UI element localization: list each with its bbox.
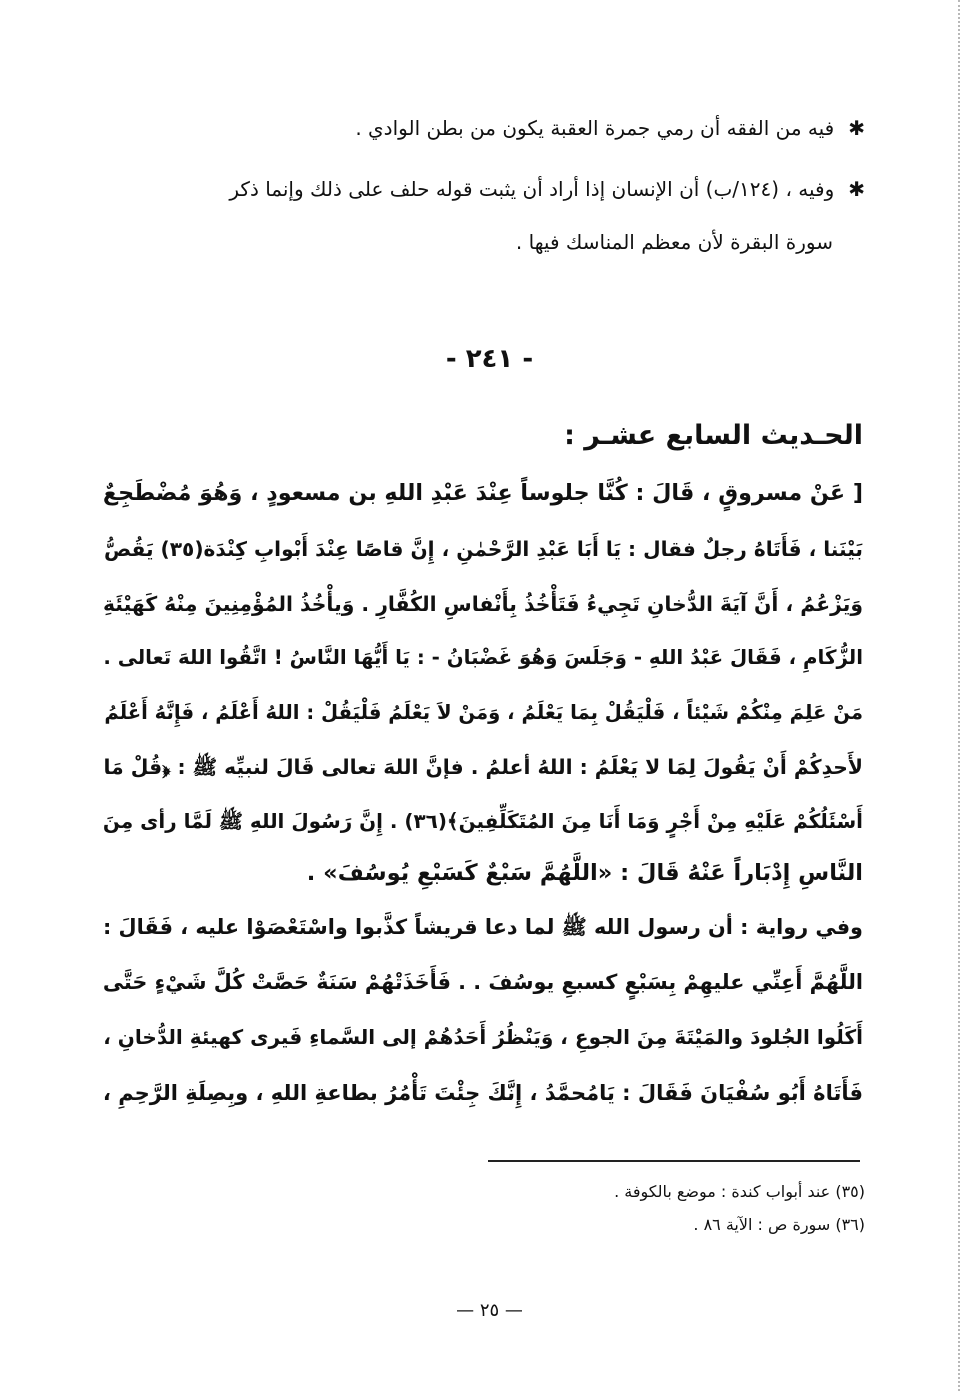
- asterisk-icon: ✱: [848, 177, 865, 201]
- page-number: — ٢٥ —: [456, 1300, 523, 1321]
- paragraph-line: النَّاسِ إِدْبَاراً عَنْهُ قَالَ : «اللَّهُمَّ سَبْعٌ كَسَبْعِ يُوسُفَ» .: [306, 860, 863, 886]
- bullet-text-continuation: سورة البقرة لأن معظم المناسك فيها .: [515, 230, 833, 254]
- bullet-text: وفيه ، (١٢٤/ب) أن الإنسان إذا أراد أن يثبت قوله حلف على ذلك وإنما ذكر: [229, 177, 835, 201]
- bullet-point-1: [355, 116, 865, 140]
- asterisk-icon: ✱: [848, 116, 865, 140]
- paragraph-line: أَكَلُوا الجُلودَ والمَيْتَةَ مِنَ الجوعِ ، وَيَنْظُرُ أَحَدُهُمْ إلى السَّماءِ فَيرى كهيئةِ الدُّخانِ ،: [103, 1025, 863, 1049]
- paragraph-line: أَسْئَلُكُمْ عَلَيْهِ مِنْ أَجْرٍ وَمَا أَنَا مِنَ المُتَكَلِّفِينَ﴾(٣٦) . إِنَّ رَسُولَ اللهِ ﷺ لَمَّا رأى مِنَ: [102, 810, 863, 833]
- paragraph-line: [ عَنْ مسروقٍ ، قَالَ : كُنَّا جلوساً عِنْدَ عَبْدِ اللهِ بن مسعودٍ ، وَهُوَ مُضْطَجِعٌ: [102, 480, 863, 506]
- paragraph-line: اللَّهُمَّ أَعِنِّي عليهِمْ بِسَبْعٍ كسبعِ يوسُفَ . . فَأَخَذَتْهُمْ سَنَةٌ حَصَّتْ كُلَّ شَيْءٍ حَتَّى: [102, 970, 863, 994]
- paragraph-line: مَنْ عَلِمَ مِنْكُمْ شَيْئاً ، فَلْيَقُلْ بِمَا يَعْلَمُ ، وَمَنْ لاَ يَعْلَمُ فَلْيَقُلْ : اللهُ أَعْلَمُ ، فَإِنَّهُ أَعْلَمُ: [104, 701, 863, 724]
- paragraph-line: فَأَتَاهُ أَبُو سُفْيَانَ فَقَالَ : يَامُحمَّدُ ، إِنَّكَ جِئْتَ تَأْمُرُ بطاعةِ اللهِ ، وبِصِلَةِ الرَّحِمِ ،: [102, 1080, 863, 1105]
- paragraph-line: الزُّكَامِ ، فَقَالَ عَبْدُ اللهِ - وَجَلَسَ وَهُوَ غَضْبَانُ - : يَا أَيُّهَا النَّاسُ ! اتَّقُوا اللهَ تَعالى .: [103, 646, 863, 669]
- bullet-text: فيه من الفقه أن رمي جمرة العقبة يكون من بطن الوادي .: [355, 116, 835, 140]
- section-title: الحـديث السابع عشـر :: [564, 420, 863, 451]
- margin-dotted-line: [958, 0, 960, 1391]
- footnote-35: (٣٥) عند أبواب كندة : موضع بالكوفة .: [614, 1182, 865, 1201]
- paragraph-line: بَيْنَنا ، فَأَتَاهُ رجلٌ فقال : يَا أَبَا عَبْدِ الرَّحْمٰنِ ، إِنَّ قاصًا عِنْدَ أَبْوابِ كِنْدَة(٣٥) يَقُصُّ: [104, 537, 863, 561]
- hadith-number: - ٢٤١ -: [445, 344, 534, 374]
- footnote-divider: [488, 1160, 860, 1162]
- paragraph-line: وفي رواية : أن رسول الله ﷺ لما دعا قريشاً كذَّبوا واسْتَعْصَوْا عليه ، فَقَالَ :: [102, 915, 863, 939]
- footnote-36: (٣٦) سورة ص : الآية ٨٦ .: [693, 1215, 865, 1234]
- bullet-point-2: [229, 177, 865, 201]
- paragraph-line: لأَحدِكُمْ أَنْ يَقُولَ لِمَا لا يَعْلَمُ : اللهُ أعلمُ . فإنَّ اللهَ تعالى قَالَ لنبيِّه ﷺ : ﴿قُلْ مَا: [103, 755, 863, 779]
- paragraph-line: وَيَزْعُمُ ، أَنَّ آيَةَ الدُّخانِ تَجِيءُ فَتَأْخُذُ بِأَنْفاسِ الكُفَّارِ . وَيأْخُذُ المُؤْمِنِينَ مِنْهُ كَهَيْئَةِ: [102, 592, 863, 616]
